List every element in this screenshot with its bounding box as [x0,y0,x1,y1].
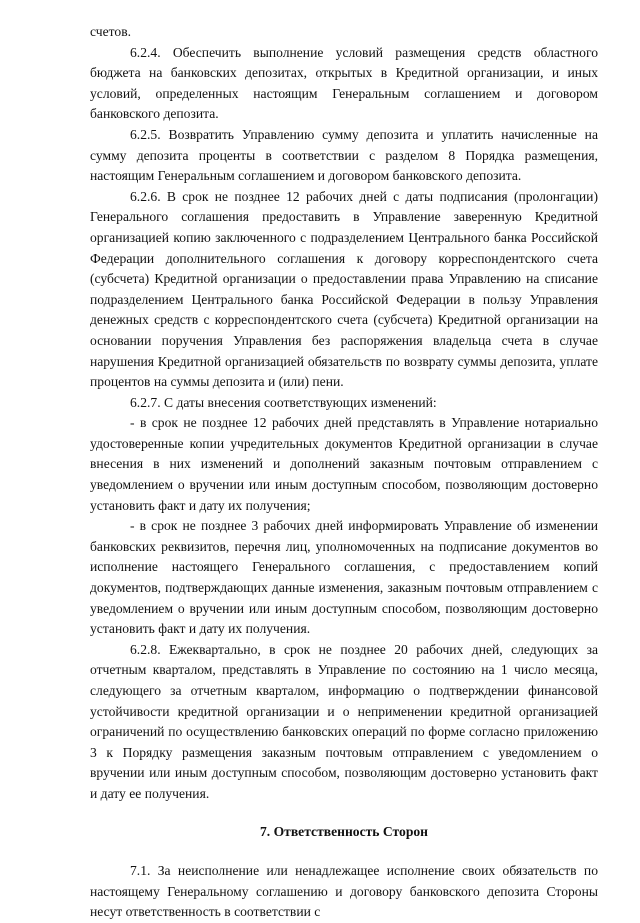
paragraph-6-2-7-item-1: - в срок не позднее 12 рабочих дней представлять в Управление нотариально удостоверенные копии учредительных документов Кредитной организации в случае внесения в них изменений и дополнений заказным почтовым отправлением с уведомлением о вручении или иным доступным способом, позволяющим достоверно установить факт и дату их получения; [90,415,598,513]
paragraph-6-2-7: 6.2.7. С даты внесения соответствующих изменений: [130,394,437,410]
paragraph-6-2-8: 6.2.8. Ежеквартально, в срок не позднее 20 рабочих дней, следующих за отчетным кварталом, представлять в Управление по состоянию на 1 число месяца, следующего за отчетным кварталом, информацию о подтверждении финансовой устойчивости кредитной организации и о неприменении кредитной организацией ограничений по осуществлению банковских операций по форме согласно приложению 3 к Порядку размещения заказным почтовым отправлением с уведомлением о вручении или иным доступным способом, позволяющим достоверно установить факт и дату ее получения. [90,641,598,801]
paragraph-6-2-5: 6.2.5. Возвратить Управлению сумму депозита и уплатить начисленные на сумму депозита проценты в соответствии с разделом 8 Порядка размещения, настоящим Генеральным соглашением и договором банковского депозита. [90,126,598,184]
paragraph-6-2-7-item-2: - в срок не позднее 3 рабочих дней информировать Управление об изменении банковских реквизитов, перечня лиц, уполномоченных на подписание документов во исполнение настоящего Генерального соглашения, с предоставлением копий документов, подтверждающих данные изменения, заказным почтовым отправлением с уведомлением о вручении или иным доступным способом, позволяющим достоверно установить факт и дату их получения. [90,518,598,637]
paragraph-6-2-6: 6.2.6. В срок не позднее 12 рабочих дней с даты подписания (пролонгации) Генерального соглашения предоставить в Управление заверенную Кредитной организацией копию заключенного с подразделением Центрального банка Российской Федерации дополнительного соглашения к договору корреспондентского счета (субсчета) Кредитной организации о предоставлении права Управлению на списание подразделением Центрального банка Российской Федерации в пользу Управления денежных средств с корреспондентского счета (субсчета) Кредитной организации на основании поручения Управления без распоряжения владельца счета в случае нарушения Кредитной организацией обязательств по возврату суммы депозита, уплате процентов на суммы депозита и (или) пени. [90,188,598,390]
paragraph-7-1: 7.1. За неисполнение или ненадлежащее исполнение своих обязательств по настоящему Генеральному соглашению и договору банковского депозита Стороны несут ответственность в соответствии с [90,863,598,920]
document-page [90,22,598,923]
paragraph-6-2-4: 6.2.4. Обеспечить выполнение условий размещения средств областного бюджета на банковских депозитах, открытых в Кредитной организации, и иных условий, определенных настоящим Генеральным соглашением и договором банковского депозита. [90,44,598,122]
section-heading: 7. Ответственность Сторон [259,823,429,839]
paragraph-continuation: счетов. [90,24,132,39]
